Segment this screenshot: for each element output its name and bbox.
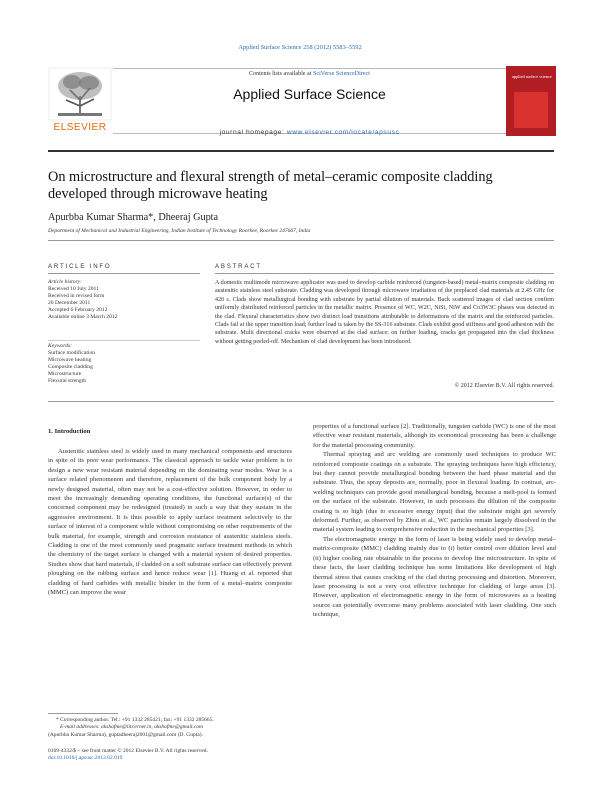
sciencedirect-link[interactable]: SciVerse ScienceDirect (312, 71, 370, 77)
affiliation-rule (48, 240, 554, 241)
author-list: Apurbba Kumar Sharma*, Dheeraj Gupta (48, 212, 219, 223)
body-paragraph: Austenitic stainless steel is widely used in many mechanical components and structures in spite of its poor wear performance. The classical approach to tackle wear problem is to design a new wear resistant material depending on the dominating wear modes. Wear is a surface related phenomenon and therefore, replacement of the bulk component body by a newly designed material, often may not be a cost-effective solution. However, in order to meet the increasingly demanding operating conditions, the functional surface(s) of the concerned component may be redesigned (treated) in such a way that they sustain in the aggressive environment. It is thus possible to apply surface treatment selectively to the surface of interest of a component while without compromising on other requirements of the bulk material, for example, strength and corrosion resistance of austenitic stainless steels. Cladding is one of the most commonly used pragmatic surface treatment methods in which the chemistry of the target surface is changed with a material system of desired properties. Studies show that hard materials, if cladded on a soft substrate surface can effectively prevent ploughing on the rubbing surface and hence reduce wear [1]. Huang et al. reported that cladding of hard carbides with metallic binder in the form of a metal–matrix composite (MMC) can improve the wear (48, 448, 292, 597)
footnote-line: * Corresponding author. Tel.: +91 1332 285421; fax: +91 1332 285665. (56, 717, 214, 723)
contents-prefix: Contents lists available at (248, 71, 313, 77)
abstract-heading: ABSTRACT (215, 263, 262, 270)
homepage-link[interactable]: www.elsevier.com/locate/apsusc (286, 129, 400, 136)
footnotes (48, 717, 292, 739)
journal-banner (48, 66, 552, 146)
history-item: Accepted 6 February 2012 (48, 306, 108, 313)
section-heading: 1. Introduction (48, 428, 91, 435)
journal-reference[interactable]: Applied Surface Science 258 (2012) 5583–5592 (238, 44, 362, 51)
header-rule (48, 150, 554, 152)
abstract-text: A domestic multimode microwave applicator was used to develop carbide reinforced (tungsten-based) metal–matrix composite cladding on austenitic stainless steel substrate. Cladding was developed through microwave irradiation of the preplaced clad materials at 2.45 GHz for 420 s. Clads show metallurgical bonding with substrate by partial dilution of materials. Back scattered images of clad section confirm uniformly distributed reinforced particles in the metallic matrix. Presence of WC, W2C, NiSi, NiW and Co3W3C phases was detected in the clad. Flexural characteristics show two distinct load transitions attributable to deformations of the matrix and the reinforced particles. Clads fail at the upper transition load; further load is taken by the SS-316 substrate. Clads exhibit good stiffness and good adhesion with the substrate. Multi directional cracks were observed at the clad surface; on further loading, cracks get propagated into the clad thickness without getting peeled-off. Mechanism of clad development has been introduced. (215, 280, 554, 345)
publisher-logo-text: ELSEVIER (53, 122, 107, 133)
affiliation: Department of Mechanical and Industrial Engineering, Indian Institute of Technology Roorkee, Roorkee 247667, India (48, 228, 311, 234)
history-item: Available online 3 March 2012 (48, 313, 118, 320)
body-paragraph: properties of a functional surface [2]. Traditionally, tungsten carbide (WC) is one of the most effective wear resistant materials, although its economical processing has been a challenge for the material processing community. (313, 423, 556, 449)
footnote-rule (48, 713, 118, 714)
history-label: Article history: (48, 279, 83, 285)
article-info-rule (48, 273, 200, 274)
body-paragraph: The electromagnetic energy in the form of laser is being widely used to develop metal–matrix-composite (MMC) cladding mainly due to (i) better control over dilution level and (ii) higher cooling rate obtainable in the process to develop fine microstructure. In spite of these facts, the laser cladding technique has some limitations like development of high thermal stress that causes cracking of the clad during processing and distortion. Moreover, laser processing is not a very cost effective technique for cladding of large areas [3]. However, application of electromagnetic energy in the form of microwaves as a heating source can potentially overcome many problems associated with laser cladding. One such technique, (313, 535, 556, 619)
keywords-label: Keywords: (48, 343, 73, 349)
history-item: 20 December 2011 (48, 299, 91, 306)
history-item: Received in revised form (48, 292, 105, 299)
journal-cover (506, 66, 556, 136)
journal-title: Applied Surface Science (233, 86, 386, 102)
footnote-line: E-mail addresses: akshafme@iitr.ernet.in, akshafme@gmail.com (60, 724, 203, 731)
issn-line: 0169-4332/$ – see front matter © 2012 Elsevier B.V. All rights reserved. (48, 748, 208, 754)
doi-link[interactable]: doi:10.1016/j.apsusc.2012.02.019 (48, 755, 123, 762)
keyword-item: Microstructure (48, 370, 82, 377)
keyword-item: Flexural strength (48, 377, 87, 384)
cover-image (514, 92, 548, 128)
copyright: © 2012 Elsevier B.V. All rights reserved. (454, 383, 554, 389)
article-history (48, 279, 200, 320)
body-paragraph: Thermal spraying and arc welding are commonly used techniques to produce WC reinforced composite coatings on a substrate. The spraying techniques have high efficiency, but they cannot provide metallurgical bonding between the hard phase material and the substrate. Thus, the spray deposits are, normally, poor in flexural loading. In contrast, arc-welding techniques can provide good metallurgical bonding, because a melt-pool is formed on the surface of the substrate. However, in such processes the dilution of the composite coating is so high (due to excessive energy input) that the substrate might get severely deformed. Further, as observed by Zhou et al., WC particles remain largely dissolved in the material system leading to comprehensive reduction in the mechanical properties [3]. (313, 451, 556, 534)
article-info-heading: ARTICLE INFO (48, 263, 112, 270)
abstract-bottom-rule (48, 401, 554, 402)
history-rule (48, 340, 200, 341)
contents-line (113, 71, 506, 77)
journal-title-box (113, 68, 506, 134)
homepage-prefix: journal homepage: (219, 129, 287, 136)
keyword-item: Surface modification (48, 349, 96, 356)
keyword-item: Composite cladding (48, 363, 93, 370)
keywords (48, 343, 200, 384)
issn-block (48, 748, 292, 763)
article-title: On microstructure and flexural strength of metal–ceramic composite cladding developed through microwave heating (48, 169, 493, 202)
history-item: Received 10 July 2011 (48, 285, 99, 292)
footnote-line: (Apurbba Kumar Sharma), guptadheeraj2001@gmail.com (D. Gupta). (48, 731, 203, 738)
abstract-rule (215, 273, 554, 274)
cover-title: applied surface science (512, 74, 552, 79)
elsevier-tree-icon (48, 66, 112, 122)
elsevier-logo (48, 66, 112, 136)
keyword-item: Microwave heating (48, 356, 92, 363)
homepage-line (113, 129, 506, 136)
body-column-right (313, 422, 556, 620)
body-column-left (48, 447, 292, 598)
